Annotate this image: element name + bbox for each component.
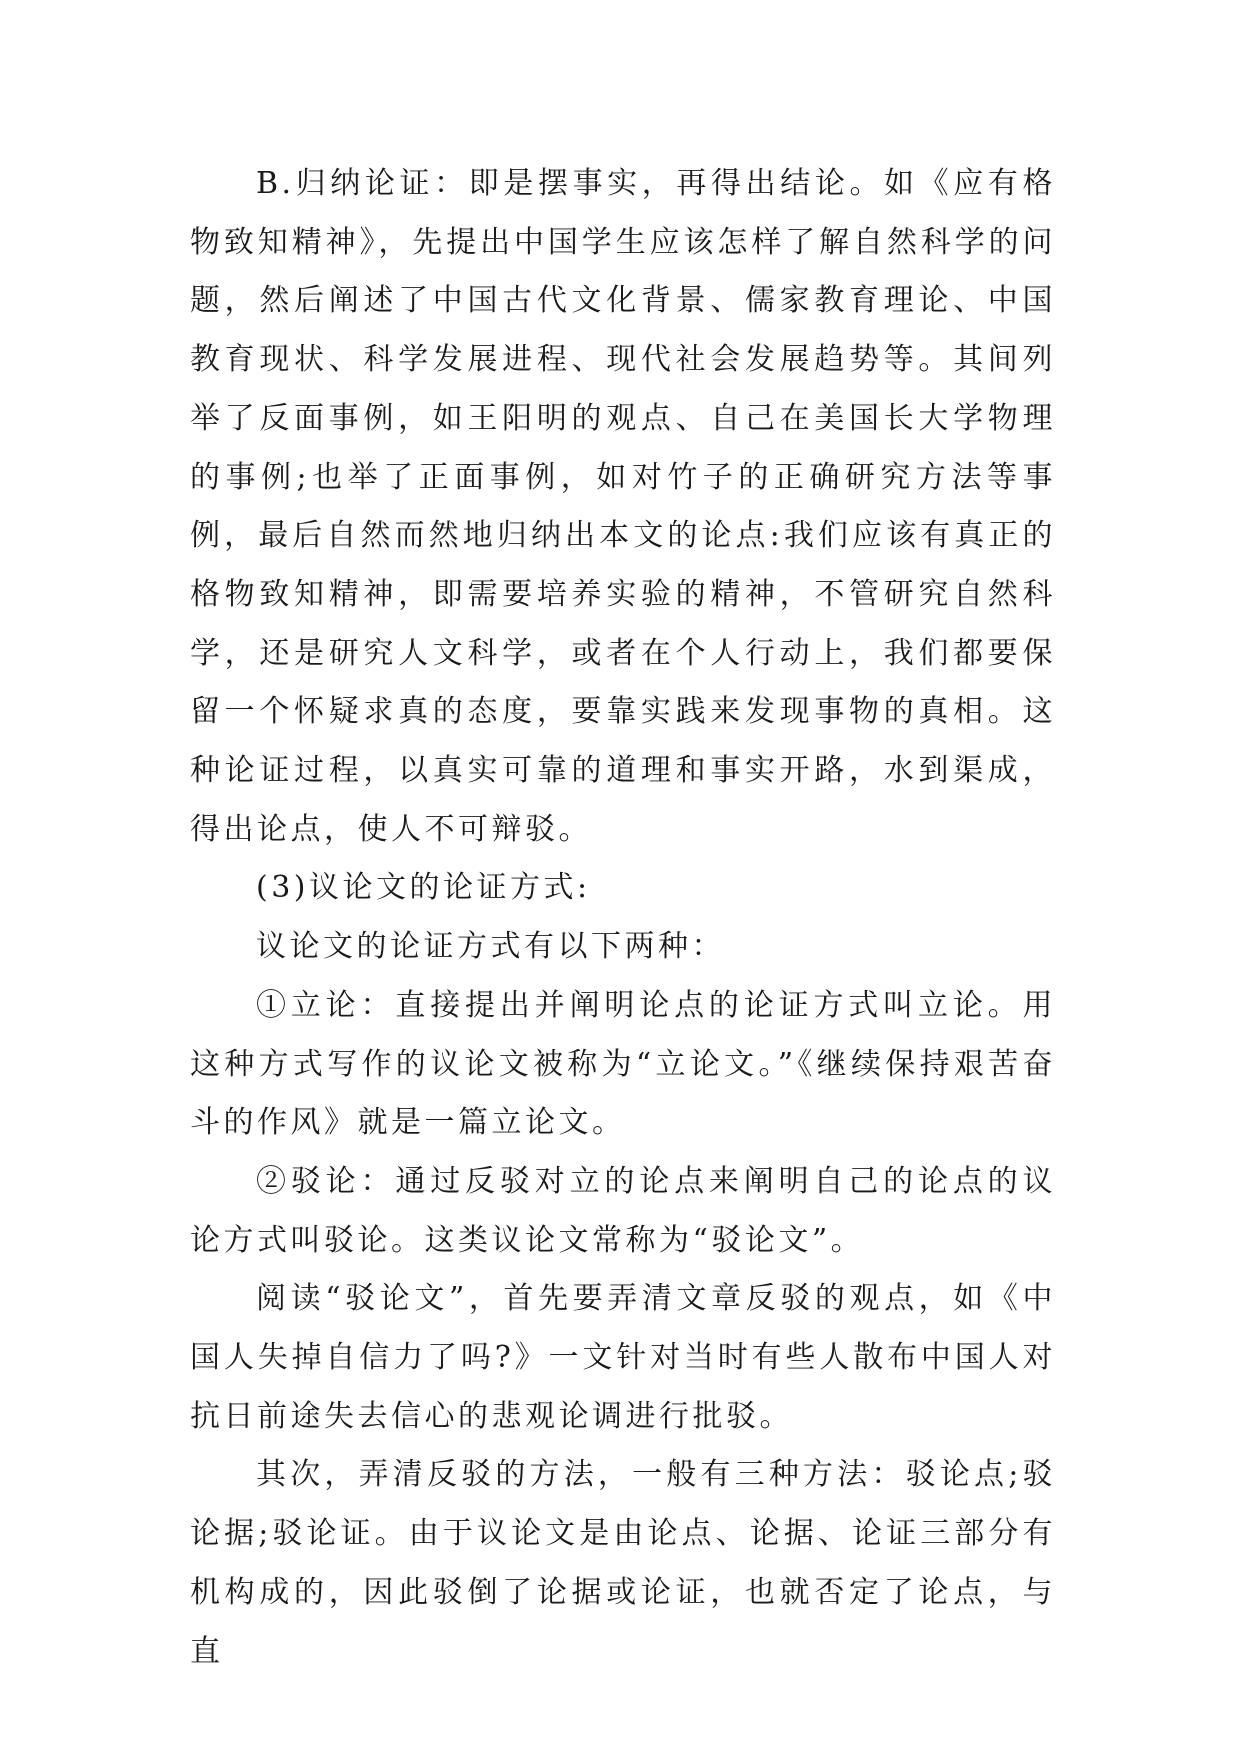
paragraph-refutation-methods: 其次，弄清反驳的方法，一般有三种方法：驳论点;驳论据;驳论证。由于议论文是由论点、论据、论证三部分有机构成的，因此驳倒了论据或论证，也就否定了论点，与直 (190, 1457, 1056, 1669)
paragraph-reading-refutation: 阅读“驳论文”，首先要弄清文章反驳的观点，如《中国人失掉自信力了吗?》一文针对当时有些人散布中国人对抗日前途失去信心的悲观论调进行批驳。 (190, 1281, 1056, 1434)
document-body (190, 155, 1056, 1681)
paragraph-establishing-argument: ①立论：直接提出并阐明论点的论证方式叫立论。用这种方式写作的议论文被称为“立论文。”《继续保持艰苦奋斗的作风》就是一篇立论文。 (190, 987, 1056, 1141)
paragraph-two-methods-intro: 议论文的论证方式有以下两种： (256, 929, 725, 965)
paragraph-refutation: ②驳论：通过反驳对立的论点来阐明自己的论点的议论方式叫驳论。这类议论文常称为“驳论文”。 (190, 1163, 1056, 1258)
paragraph-section-heading: (3)议论文的论证方式: (256, 870, 591, 906)
paragraph-inductive-argument: B.归纳论证：即是摆事实，再得出结论。如《应有格物致知精神》，先提出中国学生应该怎样了解自然科学的问题，然后阐述了中国古代文化背景、儒家教育理论、中国教育现状、科学发展进程、现代社会发展趋势等。其间列举了反面事例，如王阳明的观点、自己在美国长大学物理的事例;也举了正面事例，如对竹子的正确研究方法等事例，最后自然而然地归纳出本文的论点:我们应该有真正的格物致知精神，即需要培养实验的精神，不管研究自然科学，还是研究人文科学，或者在个人行动上，我们都要保留一个怀疑求真的态度，要靠实践来发现事物的真相。这种论证过程，以真实可靠的道理和事实开路，水到渠成，得出论点，使人不可辩驳。 (190, 166, 1056, 847)
